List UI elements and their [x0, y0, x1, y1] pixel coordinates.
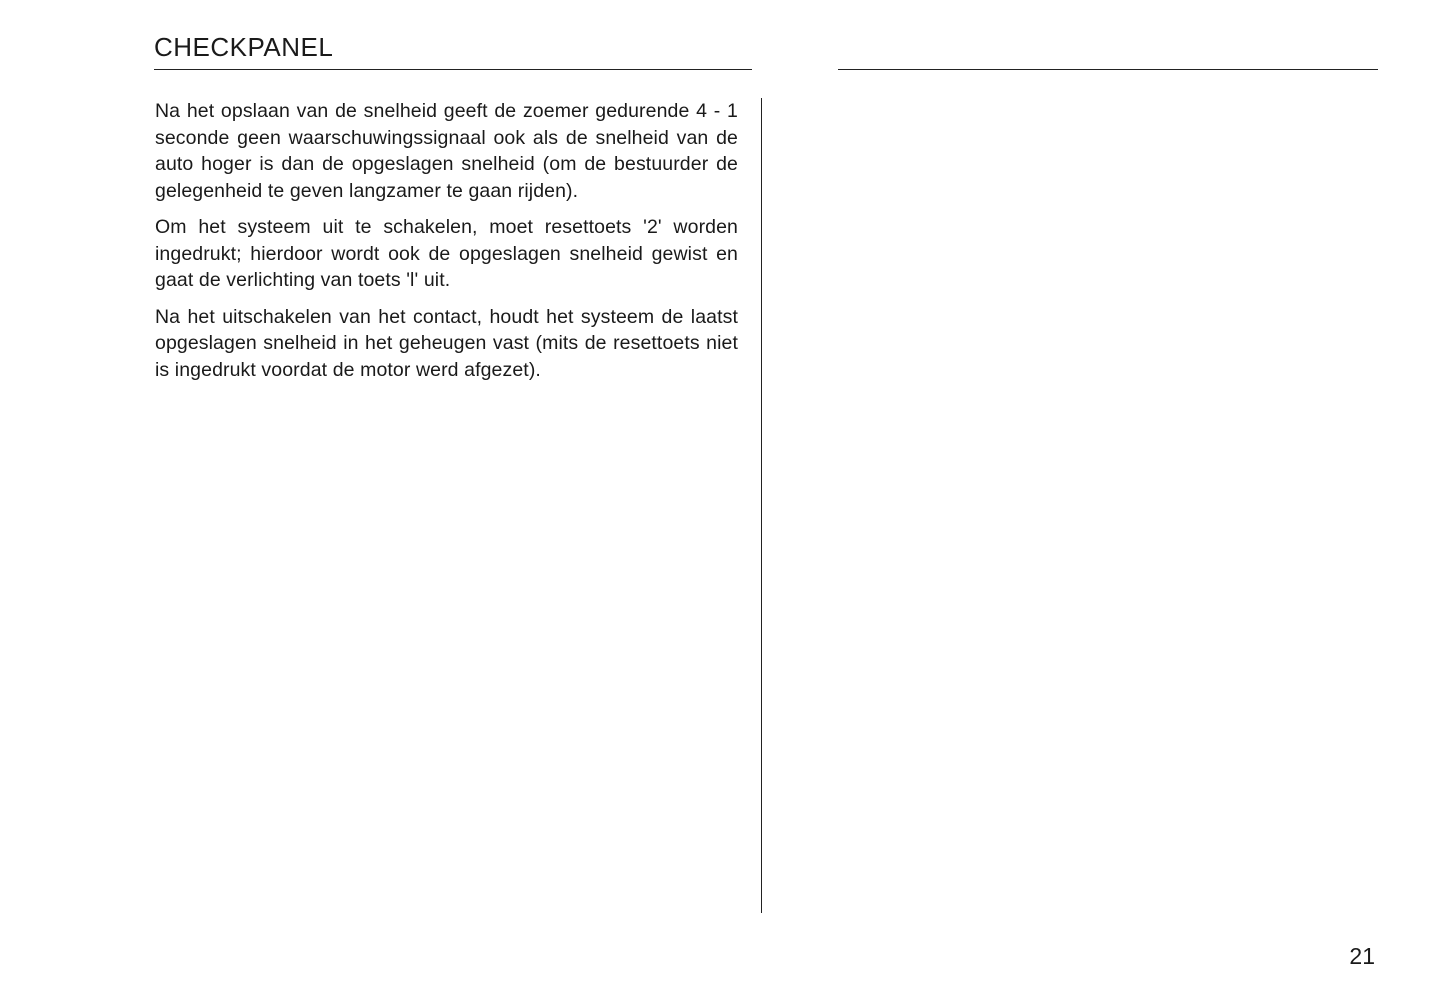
rule-gap	[752, 67, 838, 72]
page-title: CHECKPANEL	[154, 32, 334, 62]
column-divider	[761, 98, 762, 913]
paragraph-memory: Na het uitschakelen van het contact, houdt het systeem de laatst opgeslagen snelheid in het geheugen vast (mits de resettoets niet is ingedrukt voordat de motor werd afgezet).	[155, 305, 738, 381]
page-number: 21	[1349, 943, 1375, 969]
text-column-left	[155, 98, 738, 393]
paragraph-reset-button: Om het systeem uit te schakelen, moet resettoets '2' worden ingedrukt; hierdoor wordt ook de opgeslagen snelheid gewist en gaat de verlichting van toets 'l' uit.	[155, 216, 738, 291]
paragraph-speed-warning: Na het opslaan van de snelheid geeft de zoemer gedurende 4 - 1 seconde geen waarschuwingssignaal ook als de snelheid van de auto hoger is dan de opgeslagen snelheid (om de bestuurder de gelegenheid te geven langzamer te gaan rijden).	[155, 100, 738, 202]
